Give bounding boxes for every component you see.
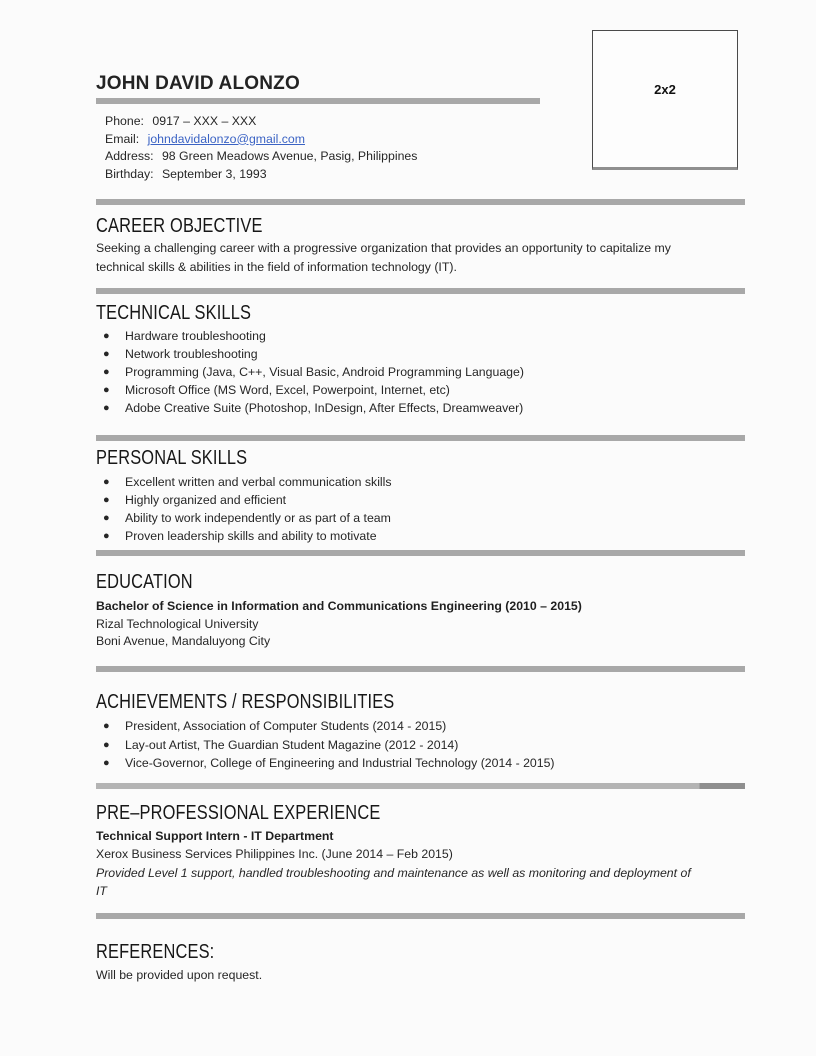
section-title-references: REFERENCES: — [96, 939, 215, 963]
list-item — [96, 327, 745, 345]
bullet-icon: ● — [103, 493, 110, 506]
personal-skills-list — [96, 473, 745, 545]
list-item — [96, 399, 745, 417]
list-item — [96, 736, 745, 754]
experience-description: Provided Level 1 support, handled troubleshooting and maintenance as well as monitoring and deployment of IT — [96, 865, 691, 898]
bullet-icon: ● — [103, 401, 110, 414]
bullet-icon: ● — [103, 511, 110, 524]
birthday-label: Birthday: — [105, 166, 154, 181]
email-label: Email: — [105, 131, 140, 146]
phone-label: Phone: — [105, 114, 144, 128]
section-title-achievements: ACHIEVEMENTS / RESPONSIBILITIES — [96, 690, 395, 714]
section-title-experience: PRE–PROFESSIONAL EXPERIENCE — [96, 801, 381, 825]
section-title-technical-skills: TECHNICAL SKILLS — [96, 300, 252, 324]
list-item — [96, 473, 745, 491]
technical-skills-list — [96, 327, 745, 417]
bullet-icon: ● — [103, 365, 110, 378]
list-item-text: Proven leadership skills and ability to motivate — [125, 528, 377, 543]
email-link[interactable]: johndavidalonzo@gmail.com — [147, 131, 305, 146]
list-item-text: Programming (Java, C++, Visual Basic, Android Programming Language) — [125, 364, 524, 379]
bullet-icon: ● — [103, 756, 110, 769]
list-item-text: Lay-out Artist, The Guardian Student Magazine (2012 - 2014) — [125, 737, 459, 752]
list-item-text: President, Association of Computer Students (2014 - 2015) — [125, 719, 447, 734]
phone-value: 0917 – XXX – XXX — [152, 114, 257, 128]
list-item-text: Highly organized and efficient — [125, 492, 287, 507]
list-item — [96, 509, 745, 527]
name-underline-bar — [96, 98, 540, 104]
birthday-value: September 3, 1993 — [161, 166, 267, 181]
list-item — [96, 754, 745, 772]
list-item-text: Ability to work independently or as part of a team — [125, 510, 391, 525]
bullet-icon: ● — [103, 347, 110, 360]
list-item — [96, 381, 745, 399]
bullet-icon: ● — [103, 475, 110, 488]
section-title-education: EDUCATION — [96, 569, 193, 593]
bullet-icon: ● — [103, 529, 110, 542]
list-item — [96, 363, 745, 381]
bullet-icon: ● — [103, 383, 110, 396]
bullet-icon: ● — [103, 738, 110, 751]
list-item-text: Network troubleshooting — [125, 346, 258, 361]
list-item-text: Excellent written and verbal communication skills — [125, 474, 392, 489]
list-item — [96, 491, 745, 509]
section-title-personal-skills: PERSONAL SKILLS — [96, 445, 248, 469]
education-block — [96, 598, 745, 651]
list-item-text: Vice-Governor, College of Engineering and Industrial Technology (2014 - 2015) — [125, 755, 555, 770]
photo-placeholder-box — [592, 30, 738, 170]
list-item — [96, 345, 745, 363]
candidate-name: JOHN DAVID ALONZO — [96, 73, 300, 94]
address-value: 98 Green Meadows Avenue, Pasig, Philippines — [161, 149, 418, 164]
list-item — [96, 527, 745, 545]
career-objective-text: Seeking a challenging career with a progressive organization that provides an opportunity to capitalize my technical skills & abilities in the field of information technology (IT). — [96, 241, 671, 274]
education-location: Boni Avenue, Mandaluyong City — [96, 634, 271, 649]
achievements-list — [96, 717, 745, 772]
list-item-text: Hardware troubleshooting — [125, 328, 266, 343]
education-degree: Bachelor of Science in Information and Communications Engineering (2010 – 2015) — [96, 598, 582, 613]
experience-block — [96, 828, 745, 900]
address-label: Address: — [105, 149, 154, 164]
references-text: Will be provided upon request. — [96, 967, 263, 982]
experience-role: Technical Support Intern - IT Department — [96, 829, 334, 844]
list-item-text: Adobe Creative Suite (Photoshop, InDesign, After Effects, Dreamweaver) — [125, 400, 524, 415]
list-item — [96, 717, 745, 735]
experience-company: Xerox Business Services Philippines Inc. (June 2014 – Feb 2015) — [96, 847, 453, 862]
bullet-icon: ● — [103, 329, 110, 342]
section-title-career-objective: CAREER OBJECTIVE — [96, 214, 263, 238]
education-school: Rizal Technological University — [96, 616, 259, 631]
bullet-icon: ● — [103, 720, 110, 733]
photo-placeholder-label: 2x2 — [654, 81, 676, 97]
list-item-text: Microsoft Office (MS Word, Excel, Powerpoint, Internet, etc) — [125, 382, 450, 397]
